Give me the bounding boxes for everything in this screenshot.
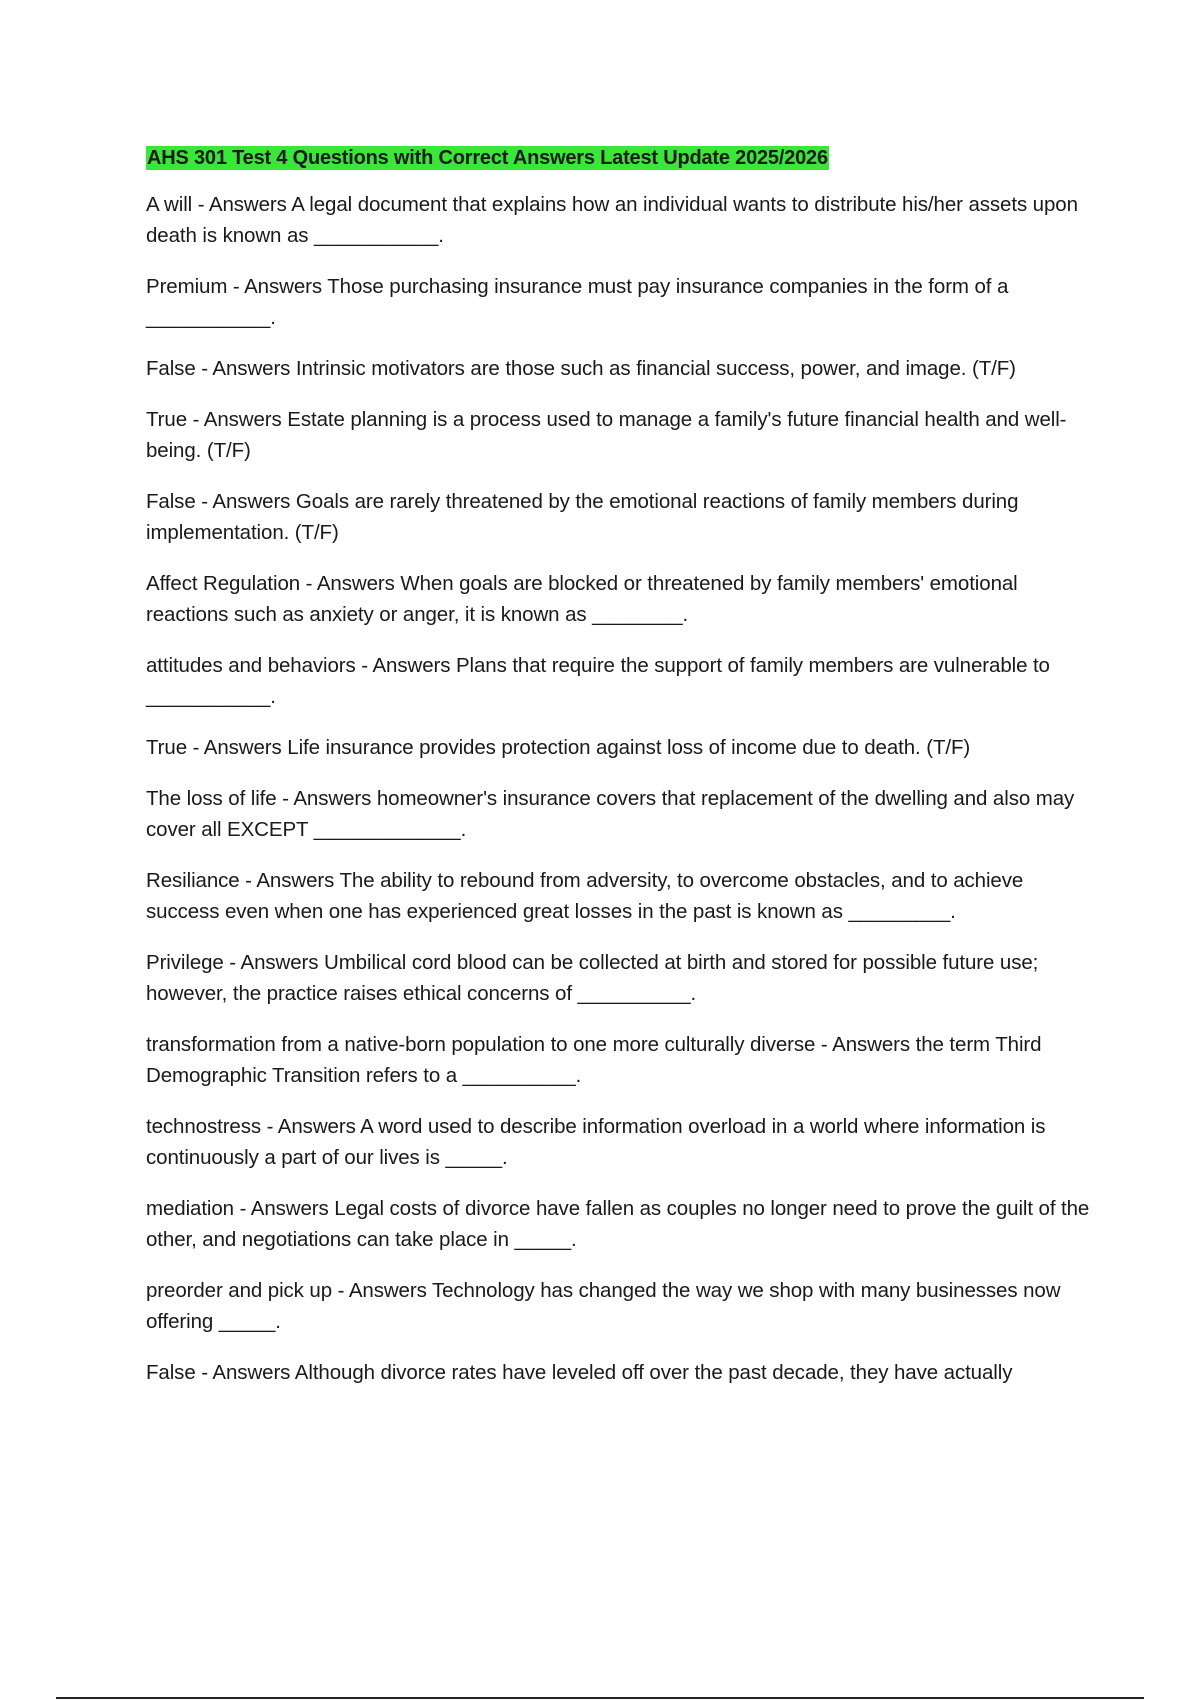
qa-entry: Affect Regulation - Answers When goals are blocked or threatened by family members' emotional reactions such as anxiety or anger, it is known as ________. bbox=[146, 572, 1018, 626]
qa-entry: The loss of life - Answers homeowner's insurance covers that replacement of the dwelling and also may cover all EXCEPT _____________. bbox=[146, 787, 1075, 841]
qa-entry: False - Answers Although divorce rates have leveled off over the past decade, they have actually bbox=[146, 1361, 1013, 1384]
footer-divider bbox=[56, 1697, 1144, 1699]
qa-entry: False - Answers Intrinsic motivators are those such as financial success, power, and image. (T/F) bbox=[146, 357, 1016, 380]
qa-entry: preorder and pick up - Answers Technology has changed the way we shop with many businesses now offering _____. bbox=[146, 1279, 1061, 1333]
qa-entry: False - Answers Goals are rarely threatened by the emotional reactions of family members during implementation. (T/F) bbox=[146, 490, 1019, 544]
qa-entry: attitudes and behaviors - Answers Plans that require the support of family members are vulnerable to ___________. bbox=[146, 654, 1050, 708]
title-highlight: AHS 301 Test 4 Questions with Correct Answers Latest Update 2025/2026 bbox=[147, 147, 828, 169]
document-body bbox=[146, 143, 1096, 1408]
qa-entry: technostress - Answers A word used to describe information overload in a world where information is continuously a part of our lives is _____. bbox=[146, 1115, 1046, 1169]
qa-entry: transformation from a native-born population to one more culturally diverse - Answers the term Third Demographic Transition refers to a __________. bbox=[146, 1033, 1042, 1087]
qa-entry: mediation - Answers Legal costs of divorce have fallen as couples no longer need to prove the guilt of the other, and negotiations can take place in _____. bbox=[146, 1197, 1090, 1251]
qa-entry: True - Answers Life insurance provides protection against loss of income due to death. (T/F) bbox=[146, 736, 971, 759]
qa-entry: Premium - Answers Those purchasing insurance must pay insurance companies in the form of a ___________. bbox=[146, 275, 1009, 329]
qa-entry: Resiliance - Answers The ability to rebound from adversity, to overcome obstacles, and to achieve success even when one has experienced great losses in the past is known as _________. bbox=[146, 869, 1024, 923]
document-title bbox=[146, 143, 1096, 173]
qa-entry: Privilege - Answers Umbilical cord blood can be collected at birth and stored for possible future use; however, the practice raises ethical concerns of __________. bbox=[146, 951, 1039, 1005]
qa-entry: A will - Answers A legal document that explains how an individual wants to distribute his/her assets upon death is known as ___________. bbox=[146, 193, 1078, 247]
qa-entry: True - Answers Estate planning is a process used to manage a family's future financial health and well-being. (T/F) bbox=[146, 408, 1067, 462]
